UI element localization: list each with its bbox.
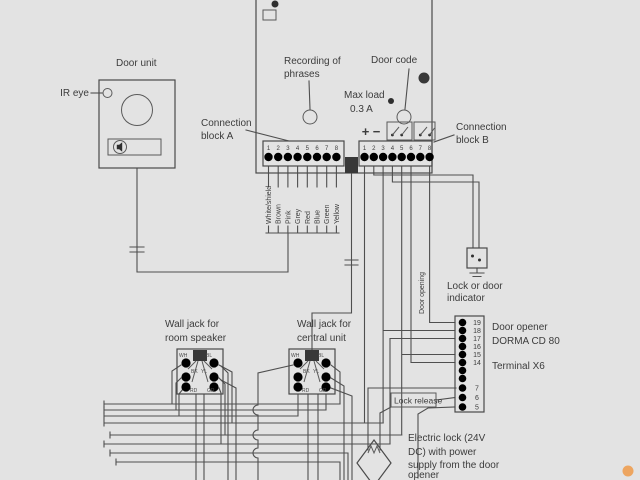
block-b-label-2: block B bbox=[456, 135, 489, 146]
block-b-terminal-number: 1 bbox=[362, 146, 367, 152]
ir-eye-icon bbox=[103, 89, 112, 98]
wire-color-label: White/shield bbox=[266, 185, 273, 224]
wire-color-label: Pink bbox=[285, 210, 293, 224]
block-b-terminal-number: 8 bbox=[427, 146, 432, 152]
block-a-label-1: Connection bbox=[201, 118, 252, 129]
room-wall-jack bbox=[165, 319, 227, 394]
electric-lock bbox=[357, 433, 500, 480]
pin-label: WH bbox=[179, 353, 188, 359]
block-a-terminal-number: 6 bbox=[315, 146, 319, 152]
wire-color-label: Red bbox=[304, 211, 312, 224]
block-a-terminal-number: 1 bbox=[266, 146, 271, 152]
block-b-label-1: Connection bbox=[456, 122, 507, 133]
recording-button bbox=[303, 110, 317, 124]
central-jack-label-2: central unit bbox=[297, 333, 346, 344]
pin-label: YL bbox=[201, 369, 208, 375]
opener-terminal-number: 15 bbox=[473, 352, 481, 359]
wire-color-labels bbox=[266, 186, 341, 224]
max-load-dot bbox=[388, 98, 394, 104]
block-b-terminal-number: 3 bbox=[381, 146, 385, 152]
door-opening-label: Door opening bbox=[419, 271, 426, 314]
door-unit-title: Door unit bbox=[116, 58, 157, 69]
electric-lock-label-4: opener bbox=[408, 470, 440, 480]
opener-terminal-number: 5 bbox=[475, 404, 479, 412]
pin-label: RD bbox=[302, 388, 310, 394]
electric-lock-label-2: DC) with power bbox=[408, 447, 477, 458]
door-opener-label-3: Terminal X6 bbox=[492, 361, 545, 372]
door-opener-label-2: DORMA CD 80 bbox=[492, 336, 560, 347]
central-jack-socket bbox=[305, 350, 319, 361]
wire-color-label: Grey bbox=[295, 208, 303, 224]
room-jack-label-1: Wall jack for bbox=[165, 319, 220, 330]
recording-label-1: Recording of bbox=[284, 56, 341, 67]
door-opener-label-1: Door opener bbox=[492, 322, 548, 333]
block-a-label-2: block A bbox=[201, 131, 234, 142]
opener-terminal-number: 6 bbox=[475, 395, 479, 402]
central-jack-label-1: Wall jack for bbox=[297, 319, 352, 330]
indicator-label-1: Lock or door bbox=[447, 281, 503, 292]
block-b-terminal-number: 6 bbox=[409, 146, 413, 152]
door-unit bbox=[60, 58, 175, 168]
central-unit-switch bbox=[263, 10, 276, 20]
block-a-box bbox=[263, 141, 344, 166]
pin-label: WH bbox=[291, 353, 300, 359]
block-a-terminals bbox=[264, 153, 340, 161]
max-load-label-2: 0.3 A bbox=[350, 104, 373, 115]
watermark-mark bbox=[623, 466, 634, 477]
electric-lock-coil bbox=[368, 446, 380, 453]
indicator-box bbox=[467, 248, 487, 268]
central-unit-led bbox=[272, 1, 279, 8]
pin-label: RD bbox=[190, 388, 198, 394]
lock-release-label: Lock release bbox=[394, 395, 443, 406]
block-b-terminal-number: 7 bbox=[418, 146, 422, 152]
door-unit-microphone-icon bbox=[122, 95, 153, 126]
pin-label: BK bbox=[191, 369, 198, 375]
block-a-terminal-number: 8 bbox=[334, 146, 339, 152]
indicator-label-2: indicator bbox=[447, 293, 485, 304]
block-a-terminal-number: 4 bbox=[295, 146, 300, 152]
block-a-terminal-number: 7 bbox=[325, 146, 329, 152]
wire-color-label: Green bbox=[324, 204, 332, 224]
block-a-terminal-number: 5 bbox=[305, 146, 309, 152]
room-jack-socket bbox=[193, 350, 207, 361]
central-unit bbox=[256, 0, 435, 173]
connection-block-a bbox=[263, 141, 344, 166]
connection-block-b bbox=[359, 122, 435, 166]
electric-lock-label-3: supply from the door bbox=[408, 460, 500, 471]
lock-release bbox=[391, 393, 442, 407]
pin-label: GR bbox=[207, 388, 215, 394]
door-code-label: Door code bbox=[371, 55, 418, 66]
minus-symbol: − bbox=[372, 124, 381, 139]
pin-label: BL bbox=[206, 353, 213, 359]
pin-label: BL bbox=[318, 353, 325, 359]
room-jack-label-2: room speaker bbox=[165, 333, 227, 344]
opener-terminal-number: 17 bbox=[473, 336, 481, 343]
door-opener-terminals bbox=[459, 319, 467, 411]
room-jack-pins bbox=[181, 358, 218, 391]
opener-terminal-number: 14 bbox=[473, 360, 481, 367]
relay-contacts bbox=[387, 122, 435, 140]
opener-terminal-number: 18 bbox=[473, 328, 481, 335]
central-unit-cable-tab bbox=[345, 157, 358, 173]
central-jack-pins bbox=[293, 358, 330, 391]
pin-label: YL bbox=[313, 369, 320, 375]
door-opener-strip bbox=[455, 316, 560, 412]
plus-symbol: + bbox=[361, 124, 370, 139]
max-load-label-1: Max load bbox=[344, 90, 385, 101]
speaker-knob bbox=[419, 73, 430, 84]
block-b-terminal-number: 5 bbox=[400, 146, 404, 152]
wire-color-label: Yellow bbox=[333, 204, 341, 224]
block-a-terminal-number: 3 bbox=[286, 146, 290, 152]
recording-label-2: phrases bbox=[284, 69, 320, 80]
opener-terminal-number: 7 bbox=[475, 385, 479, 393]
wire-color-label: Brown bbox=[275, 204, 283, 224]
speaker-icon bbox=[114, 141, 127, 154]
block-b-terminal-number: 4 bbox=[390, 146, 395, 152]
opener-terminal-number: 16 bbox=[473, 344, 481, 351]
block-b-terminals bbox=[360, 153, 434, 161]
electric-lock-symbol bbox=[357, 440, 391, 480]
block-b-terminal-number: 2 bbox=[372, 146, 376, 152]
ir-eye-label: IR eye bbox=[60, 88, 89, 99]
wire-color-label: Blue bbox=[314, 209, 322, 224]
pin-label: GR bbox=[319, 388, 327, 394]
pin-label: BK bbox=[303, 369, 310, 375]
block-a-terminal-number: 2 bbox=[276, 146, 280, 152]
electric-lock-label-1: Electric lock (24V bbox=[408, 433, 486, 444]
central-wall-jack bbox=[289, 319, 352, 394]
opener-terminal-number: 19 bbox=[473, 320, 481, 327]
